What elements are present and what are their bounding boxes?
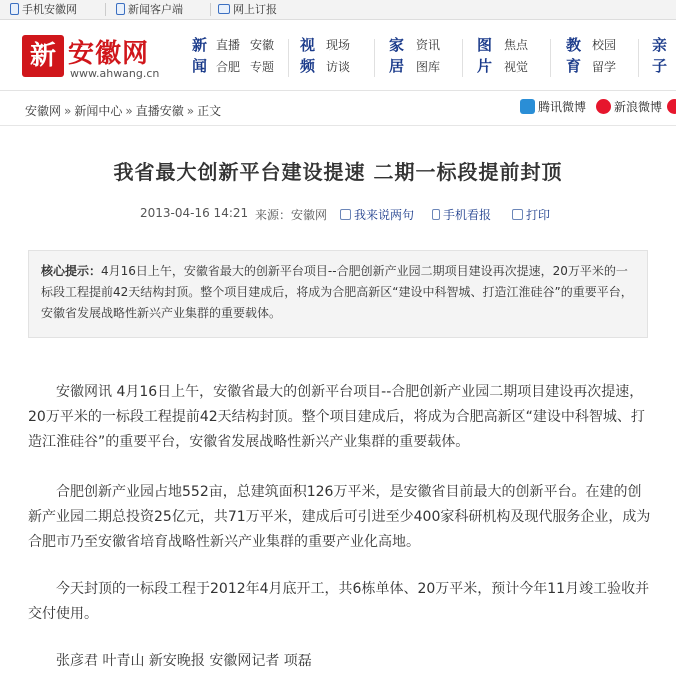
- breadcrumb-news-center[interactable]: 新闻中心: [74, 104, 123, 118]
- more-share-link[interactable]: [667, 98, 676, 116]
- divider: [288, 39, 289, 77]
- nav-group-video: [300, 35, 370, 79]
- tencent-weibo-icon: [520, 99, 535, 114]
- divider: [105, 3, 106, 16]
- breadcrumb-row: [0, 92, 676, 126]
- nav-sub-interview[interactable]: 访谈: [326, 60, 351, 74]
- comment-icon: [340, 209, 351, 220]
- nav-sub-hefei[interactable]: 合肥: [216, 60, 241, 74]
- breadcrumb-live-anhui[interactable]: 直播安徽: [135, 104, 184, 118]
- comment-link[interactable]: 我来说两句: [340, 206, 414, 223]
- nav-sub-news[interactable]: 资讯: [416, 38, 441, 52]
- nav-category-photo[interactable]: 图片: [477, 36, 493, 75]
- logo-url: www.ahwang.cn: [70, 67, 160, 80]
- article-datetime: 2013-04-16 14:21: [140, 206, 249, 220]
- article-source: 来源：安徽网: [255, 208, 328, 222]
- nav-category-video[interactable]: 视频: [300, 36, 316, 75]
- nav-sub-campus[interactable]: 校园: [592, 38, 617, 52]
- article-author: 张彦君 叶青山 新安晚报 安徽网记者 项磊: [56, 653, 312, 669]
- article-paragraph: 安徽网讯 4月16日上午，安徽省最大的创新平台项目--合肥创新产业园二期项目建设再次提速，20万平米的一标段工程提前42天结构封顶。整个项目建成后，将成为合肥高新区“建设中科智城、打造江淮硅谷”的重要平台，安徽省发展战略性新兴产业集群的重要载体。: [28, 384, 645, 450]
- nav-group-parenting: [652, 35, 676, 79]
- nav-sub-live[interactable]: 直播: [216, 38, 241, 52]
- mobile-icon: [10, 3, 19, 15]
- nav-sub-visual[interactable]: 视觉: [504, 60, 529, 74]
- top-bar: [0, 0, 676, 20]
- logo-icon[interactable]: 新: [22, 35, 64, 77]
- article-title: 我省最大创新平台建设提速 二期一标段提前封顶: [113, 160, 563, 184]
- nav-sub-focus[interactable]: 焦点: [504, 38, 529, 52]
- share-icon: [667, 99, 676, 114]
- nav-group-home: [389, 35, 459, 79]
- nav-sub-gallery[interactable]: 图库: [416, 60, 441, 74]
- sina-weibo-link[interactable]: 新浪微博: [596, 98, 662, 116]
- divider: [210, 3, 211, 16]
- breadcrumb-home[interactable]: 安徽网: [25, 104, 62, 118]
- breadcrumb-current: 正文: [197, 104, 222, 118]
- breadcrumb: 安徽网 » 新闻中心 » 直播安徽 » 正文: [25, 104, 222, 118]
- divider: [638, 39, 639, 77]
- nav-category-education[interactable]: 教育: [566, 36, 582, 75]
- topbar-link-subscribe[interactable]: 网上订报: [218, 2, 277, 18]
- topbar-link-news-client[interactable]: 新闻客户端: [116, 2, 183, 18]
- site-header: [0, 21, 676, 91]
- print-link[interactable]: 打印: [512, 206, 550, 223]
- nav-group-photo: [477, 35, 547, 79]
- mobile-icon: [116, 3, 125, 15]
- screen-icon: [218, 4, 230, 14]
- nav-group-news: [192, 35, 282, 79]
- tencent-weibo-link[interactable]: 腾讯微博: [520, 98, 586, 116]
- nav-category-news[interactable]: 新闻: [192, 36, 208, 75]
- summary-label: 核心提示：: [41, 264, 102, 278]
- divider: [462, 39, 463, 77]
- nav-group-education: [566, 35, 636, 79]
- article-paragraph: 今天封顶的一标段工程于2012年4月底开工，共6栋单体、20万平米，预计今年11月竣工验收并交付使用。: [28, 581, 650, 622]
- nav-category-home[interactable]: 家居: [389, 36, 405, 75]
- sina-weibo-icon: [596, 99, 611, 114]
- print-icon: [512, 209, 523, 220]
- topbar-link-mobile-site[interactable]: 手机安徽网: [10, 2, 77, 18]
- nav-sub-abroad[interactable]: 留学: [592, 60, 617, 74]
- nav-sub-special[interactable]: 专题: [250, 60, 275, 74]
- mobile-read-link[interactable]: 手机看报: [432, 206, 491, 223]
- article-summary: [28, 250, 648, 338]
- logo-name[interactable]: 安徽网: [68, 39, 150, 69]
- divider: [374, 39, 375, 77]
- mobile-icon: [432, 209, 440, 220]
- nav-sub-scene[interactable]: 现场: [326, 38, 351, 52]
- nav-category-parenting[interactable]: 亲子: [652, 36, 668, 75]
- nav-sub-anhui[interactable]: 安徽: [250, 38, 275, 52]
- summary-text: 4月16日上午，安徽省最大的创新平台项目--合肥创新产业园二期项目建设再次提速，20万平米的一标段工程提前42天结构封顶。整个项目建成后，将成为合肥高新区“建设中科智城、打造江淮硅谷”的重要平台，安徽省发展战略性新兴产业集群的重要载体。: [41, 264, 633, 320]
- article-paragraph: 合肥创新产业园占地552亩，总建筑面积126万平米，是安徽省目前最大的创新平台。在建的创新产业园二期总投资25亿元，共71万平米，建成后可引进至少400家科研机构及现代服务企业，成为合肥市乃至安徽省培育战略性新兴产业集群的重要产业化高地。: [28, 484, 651, 550]
- divider: [550, 39, 551, 77]
